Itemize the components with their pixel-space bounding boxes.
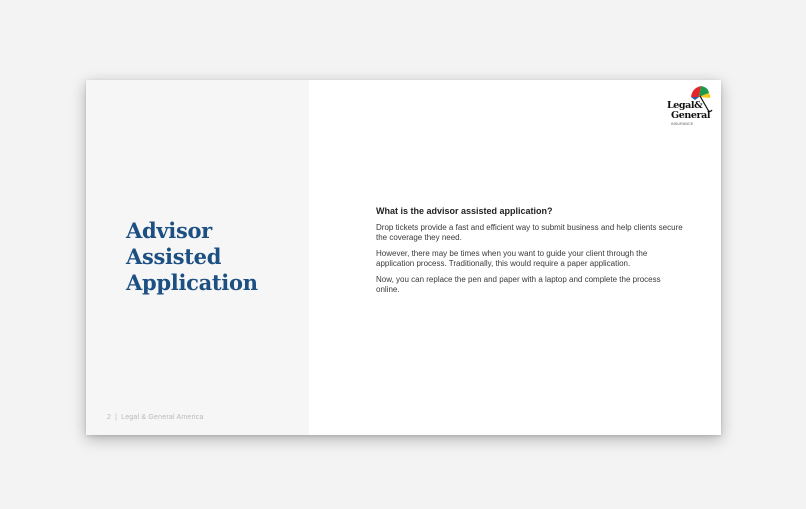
logo-wordmark <box>667 101 710 120</box>
page-number: 2 <box>107 414 112 421</box>
title-line-2: Assisted <box>126 244 222 269</box>
company-logo <box>664 84 714 128</box>
footer-separator: | <box>115 414 118 421</box>
title-line-1: Advisor <box>126 218 212 243</box>
content-section <box>376 206 686 301</box>
slide-footer <box>107 414 204 421</box>
logo-tagline: INSURANCE <box>671 122 694 126</box>
paragraph-1: Drop tickets provide a fast and efficient way to submit business and help clients secure the coverage they need. <box>376 223 683 242</box>
slide-title <box>126 218 258 296</box>
content-heading: What is the advisor assisted application? <box>376 206 553 216</box>
left-panel <box>86 80 309 435</box>
logo-line-1: Legal& <box>667 100 703 111</box>
footer-company: Legal & General America <box>121 414 204 421</box>
paragraph-2: However, there may be times when you want to guide your client through the application process. Traditionally, this would require a paper application. <box>376 249 648 268</box>
paragraph-3: Now, you can replace the pen and paper with a laptop and complete the process online. <box>376 275 661 294</box>
slide <box>86 80 721 435</box>
logo-line-2: General <box>671 109 711 121</box>
title-line-3: Application <box>126 270 258 295</box>
